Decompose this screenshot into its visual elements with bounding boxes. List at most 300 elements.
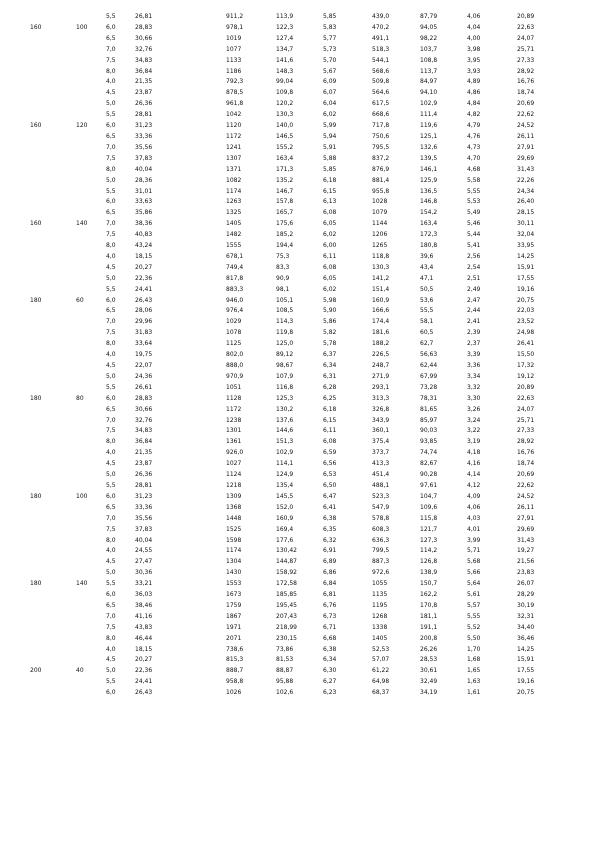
moment-x-cell: 1241 xyxy=(226,143,242,151)
moment-x-cell: 1673 xyxy=(226,591,242,599)
area-cell: 30,66 xyxy=(135,34,153,42)
moment-y-cell: 972,6 xyxy=(372,569,390,577)
radius-x-cell: 6,34 xyxy=(323,656,337,664)
radius-x-cell: 6,47 xyxy=(323,492,337,500)
radius-y-cell: 3,22 xyxy=(467,427,481,435)
radius-x-cell: 6,59 xyxy=(323,449,337,457)
radius-y-cell: 2,54 xyxy=(467,263,481,271)
radius-x-cell: 5,73 xyxy=(323,45,337,53)
radius-y-cell: 2,39 xyxy=(467,329,481,337)
thickness-cell: 5,0 xyxy=(106,667,116,675)
section-modulus-x-cell: 130,42 xyxy=(276,547,297,555)
radius-x-cell: 6,11 xyxy=(323,427,337,435)
moment-x-cell: 961,8 xyxy=(226,100,244,108)
section-modulus-y-cell: 60,5 xyxy=(420,329,434,337)
moment-x-cell: 1371 xyxy=(226,165,242,173)
table-row xyxy=(0,655,595,666)
moment-y-cell: 617,5 xyxy=(372,100,390,108)
thickness-cell: 4,5 xyxy=(106,263,116,271)
section-modulus-y-cell: 47,1 xyxy=(420,274,434,282)
radius-y-cell: 4,12 xyxy=(467,481,481,489)
radius-x-cell: 6,30 xyxy=(323,667,337,675)
area-cell: 28,06 xyxy=(135,307,153,315)
mass-cell: 30,11 xyxy=(517,220,535,228)
table-row xyxy=(0,77,595,88)
mass-cell: 22,62 xyxy=(517,111,535,119)
radius-y-cell: 5,58 xyxy=(467,176,481,184)
table-row xyxy=(0,623,595,634)
moment-y-cell: 52,53 xyxy=(372,645,390,653)
mass-cell: 27,91 xyxy=(517,514,535,522)
table-row xyxy=(0,110,595,121)
table-row xyxy=(0,579,595,590)
section-modulus-y-cell: 126,8 xyxy=(420,558,438,566)
thickness-cell: 6,0 xyxy=(106,394,116,402)
section-modulus-x-cell: 145,5 xyxy=(276,492,294,500)
section-modulus-x-cell: 144,87 xyxy=(276,558,297,566)
section-modulus-x-cell: 88,87 xyxy=(276,667,294,675)
radius-y-cell: 2,41 xyxy=(467,318,481,326)
mass-cell: 24,07 xyxy=(517,405,535,413)
mass-cell: 20,75 xyxy=(517,296,535,304)
moment-y-cell: 1206 xyxy=(372,231,388,239)
moment-y-cell: 837,2 xyxy=(372,154,390,162)
moment-x-cell: 1301 xyxy=(226,427,242,435)
radius-x-cell: 6,50 xyxy=(323,481,337,489)
thickness-cell: 6,0 xyxy=(106,296,116,304)
mass-cell: 19,12 xyxy=(517,372,535,380)
mass-cell: 32,04 xyxy=(517,231,535,239)
moment-x-cell: 1172 xyxy=(226,132,242,140)
area-cell: 30,66 xyxy=(135,405,153,413)
radius-y-cell: 4,70 xyxy=(467,154,481,162)
thickness-cell: 6,5 xyxy=(106,132,116,140)
thickness-cell: 7,0 xyxy=(106,318,116,326)
moment-x-cell: 911,2 xyxy=(226,13,244,20)
radius-x-cell: 6,38 xyxy=(323,645,337,653)
table-row xyxy=(0,525,595,536)
moment-y-cell: 413,3 xyxy=(372,460,390,468)
radius-x-cell: 6,73 xyxy=(323,612,337,620)
radius-y-cell: 1,65 xyxy=(467,667,481,675)
section-modulus-y-cell: 150,7 xyxy=(420,580,438,588)
moment-x-cell: 1759 xyxy=(226,601,242,609)
moment-y-cell: 564,6 xyxy=(372,89,390,97)
moment-y-cell: 608,3 xyxy=(372,525,390,533)
table-row xyxy=(0,492,595,503)
section-modulus-y-cell: 73,28 xyxy=(420,383,438,391)
thickness-cell: 5,0 xyxy=(106,372,116,380)
moment-x-cell: 878,5 xyxy=(226,89,244,97)
section-modulus-x-cell: 73,86 xyxy=(276,645,294,653)
radius-y-cell: 5,52 xyxy=(467,623,481,631)
section-modulus-y-cell: 102,9 xyxy=(420,100,438,108)
radius-y-cell: 3,93 xyxy=(467,67,481,75)
mass-cell: 17,55 xyxy=(517,274,535,282)
radius-y-cell: 3,39 xyxy=(467,351,481,359)
section-modulus-x-cell: 230,15 xyxy=(276,634,297,642)
section-modulus-x-cell: 137,6 xyxy=(276,416,294,424)
area-cell: 22,36 xyxy=(135,667,153,675)
moment-x-cell: 1361 xyxy=(226,438,242,446)
mass-cell: 14,25 xyxy=(517,252,535,260)
radius-y-cell: 1,61 xyxy=(467,689,481,697)
radius-x-cell: 6,02 xyxy=(323,285,337,293)
moment-y-cell: 439,0 xyxy=(372,13,390,20)
thickness-cell: 4,0 xyxy=(106,351,116,359)
section-modulus-x-cell: 90,9 xyxy=(276,274,290,282)
thickness-cell: 5,0 xyxy=(106,274,116,282)
radius-y-cell: 5,49 xyxy=(467,209,481,217)
area-cell: 33,36 xyxy=(135,503,153,511)
thickness-cell: 8,0 xyxy=(106,438,116,446)
radius-y-cell: 1,68 xyxy=(467,656,481,664)
moment-y-cell: 799,5 xyxy=(372,547,390,555)
area-cell: 24,36 xyxy=(135,372,153,380)
radius-y-cell: 4,89 xyxy=(467,78,481,86)
area-cell: 26,36 xyxy=(135,100,153,108)
radius-x-cell: 5,90 xyxy=(323,307,337,315)
moment-y-cell: 181,6 xyxy=(372,329,390,337)
radius-y-cell: 3,34 xyxy=(467,372,481,380)
mass-cell: 22,62 xyxy=(517,481,535,489)
moment-y-cell: 188,2 xyxy=(372,340,390,348)
section-modulus-y-cell: 180,8 xyxy=(420,242,438,250)
radius-y-cell: 4,03 xyxy=(467,514,481,522)
moment-y-cell: 568,6 xyxy=(372,67,390,75)
moment-y-cell: 1135 xyxy=(372,591,388,599)
thickness-cell: 7,5 xyxy=(106,427,116,435)
radius-x-cell: 6,04 xyxy=(323,100,337,108)
section-modulus-y-cell: 127,3 xyxy=(420,536,438,544)
section-modulus-x-cell: 122,3 xyxy=(276,23,294,31)
thickness-cell: 4,5 xyxy=(106,460,116,468)
radius-x-cell: 6,09 xyxy=(323,78,337,86)
section-modulus-x-cell: 95,88 xyxy=(276,678,294,686)
section-modulus-y-cell: 125,1 xyxy=(420,132,438,140)
moment-y-cell: 160,9 xyxy=(372,296,390,304)
radius-y-cell: 3,36 xyxy=(467,362,481,369)
thickness-cell: 4,5 xyxy=(106,558,116,566)
radius-y-cell: 3,98 xyxy=(467,45,481,53)
table-row xyxy=(0,339,595,350)
table-row xyxy=(0,426,595,437)
section-modulus-x-cell: 148,3 xyxy=(276,67,294,75)
moment-y-cell: 750,6 xyxy=(372,132,390,140)
moment-x-cell: 1125 xyxy=(226,340,242,348)
radius-x-cell: 6,68 xyxy=(323,634,337,642)
section-modulus-x-cell: 125,0 xyxy=(276,340,294,348)
section-modulus-y-cell: 84,97 xyxy=(420,78,438,86)
area-cell: 38,46 xyxy=(135,601,153,609)
section-modulus-y-cell: 39,6 xyxy=(420,252,434,260)
table-row xyxy=(0,361,595,372)
section-modulus-y-cell: 74,74 xyxy=(420,449,438,457)
thickness-cell: 6,0 xyxy=(106,23,116,31)
radius-y-cell: 4,68 xyxy=(467,165,481,173)
table-row xyxy=(0,546,595,557)
mass-cell: 29,69 xyxy=(517,525,535,533)
radius-x-cell: 6,37 xyxy=(323,351,337,359)
table-row xyxy=(0,230,595,241)
height-cell: 180 xyxy=(30,394,42,402)
section-modulus-x-cell: 140,0 xyxy=(276,122,294,130)
area-cell: 20,27 xyxy=(135,263,153,271)
thickness-cell: 4,0 xyxy=(106,449,116,457)
radius-y-cell: 5,68 xyxy=(467,558,481,566)
table-row xyxy=(0,34,595,45)
mass-cell: 20,69 xyxy=(517,471,535,479)
thickness-cell: 6,0 xyxy=(106,591,116,599)
moment-x-cell: 1309 xyxy=(226,492,242,500)
area-cell: 19,75 xyxy=(135,351,153,359)
radius-x-cell: 6,25 xyxy=(323,394,337,402)
mass-cell: 26,11 xyxy=(517,503,535,511)
area-cell: 40,83 xyxy=(135,231,153,239)
mass-cell: 26,11 xyxy=(517,132,535,140)
section-modulus-y-cell: 58,1 xyxy=(420,318,434,326)
radius-y-cell: 3,19 xyxy=(467,438,481,446)
moment-x-cell: 976,4 xyxy=(226,307,244,315)
mass-cell: 24,98 xyxy=(517,329,535,337)
thickness-cell: 8,0 xyxy=(106,67,116,75)
area-cell: 35,56 xyxy=(135,143,153,151)
section-modulus-y-cell: 93,85 xyxy=(420,438,438,446)
thickness-cell: 7,0 xyxy=(106,143,116,151)
thickness-cell: 4,5 xyxy=(106,656,116,664)
section-modulus-y-cell: 28,53 xyxy=(420,656,438,664)
radius-x-cell: 6,53 xyxy=(323,471,337,479)
radius-y-cell: 3,30 xyxy=(467,394,481,402)
table-row xyxy=(0,612,595,623)
thickness-cell: 7,5 xyxy=(106,329,116,337)
radius-x-cell: 6,89 xyxy=(323,558,337,566)
moment-x-cell: 1555 xyxy=(226,242,242,250)
thickness-cell: 5,5 xyxy=(106,383,116,391)
width-cell: 140 xyxy=(76,580,88,588)
radius-x-cell: 6,18 xyxy=(323,176,337,184)
radius-x-cell: 5,98 xyxy=(323,296,337,304)
section-modulus-y-cell: 113,7 xyxy=(420,67,438,75)
radius-x-cell: 6,02 xyxy=(323,111,337,119)
section-modulus-x-cell: 194,4 xyxy=(276,242,294,250)
thickness-cell: 5,0 xyxy=(106,100,116,108)
moment-x-cell: 1482 xyxy=(226,231,242,239)
table-row xyxy=(0,121,595,132)
radius-x-cell: 6,91 xyxy=(323,547,337,555)
mass-cell: 31,43 xyxy=(517,165,535,173)
table-row xyxy=(0,666,595,677)
thickness-cell: 6,5 xyxy=(106,601,116,609)
moment-y-cell: 1055 xyxy=(372,580,388,588)
radius-x-cell: 6,23 xyxy=(323,689,337,697)
radius-x-cell: 6,15 xyxy=(323,416,337,424)
moment-x-cell: 1124 xyxy=(226,471,242,479)
width-cell: 100 xyxy=(76,23,88,31)
width-cell: 40 xyxy=(76,667,84,675)
mass-cell: 20,75 xyxy=(517,689,535,697)
mass-cell: 18,74 xyxy=(517,460,535,468)
radius-y-cell: 5,44 xyxy=(467,231,481,239)
area-cell: 23,87 xyxy=(135,89,153,97)
table-row xyxy=(0,274,595,285)
moment-y-cell: 166,6 xyxy=(372,307,390,315)
section-modulus-y-cell: 34,19 xyxy=(420,689,438,697)
radius-x-cell: 6,15 xyxy=(323,187,337,195)
section-modulus-y-cell: 172,3 xyxy=(420,231,438,239)
moment-y-cell: 360,1 xyxy=(372,427,390,435)
moment-y-cell: 1144 xyxy=(372,220,388,228)
area-cell: 26,81 xyxy=(135,13,153,20)
radius-x-cell: 5,77 xyxy=(323,34,337,42)
radius-x-cell: 5,88 xyxy=(323,154,337,162)
thickness-cell: 6,5 xyxy=(106,209,116,217)
height-cell: 160 xyxy=(30,122,42,130)
radius-y-cell: 2,56 xyxy=(467,252,481,260)
width-cell: 60 xyxy=(76,296,84,304)
thickness-cell: 5,5 xyxy=(106,678,116,686)
section-modulus-y-cell: 85,97 xyxy=(420,416,438,424)
radius-y-cell: 5,57 xyxy=(467,601,481,609)
thickness-cell: 6,0 xyxy=(106,198,116,206)
moment-x-cell: 926,0 xyxy=(226,449,244,457)
moment-y-cell: 470,2 xyxy=(372,23,390,31)
thickness-cell: 4,0 xyxy=(106,547,116,555)
section-modulus-y-cell: 62,44 xyxy=(420,362,438,369)
area-cell: 36,84 xyxy=(135,438,153,446)
thickness-cell: 5,5 xyxy=(106,13,116,20)
section-modulus-x-cell: 171,3 xyxy=(276,165,294,173)
moment-x-cell: 970,9 xyxy=(226,372,244,380)
radius-y-cell: 5,55 xyxy=(467,612,481,620)
section-modulus-y-cell: 98,22 xyxy=(420,34,438,42)
table-row xyxy=(0,416,595,427)
radius-y-cell: 5,64 xyxy=(467,580,481,588)
radius-y-cell: 4,06 xyxy=(467,503,481,511)
radius-x-cell: 6,08 xyxy=(323,438,337,446)
area-cell: 33,36 xyxy=(135,132,153,140)
table-row xyxy=(0,514,595,525)
area-cell: 34,83 xyxy=(135,56,153,64)
radius-x-cell: 6,81 xyxy=(323,591,337,599)
section-modulus-y-cell: 162,2 xyxy=(420,591,438,599)
table-row xyxy=(0,448,595,459)
section-modulus-x-cell: 98,1 xyxy=(276,285,290,293)
section-modulus-x-cell: 151,3 xyxy=(276,438,294,446)
area-cell: 32,76 xyxy=(135,45,153,53)
section-modulus-x-cell: 155,2 xyxy=(276,143,294,151)
moment-x-cell: 1186 xyxy=(226,67,242,75)
moment-x-cell: 958,8 xyxy=(226,678,244,686)
thickness-cell: 8,0 xyxy=(106,634,116,642)
section-modulus-y-cell: 111,4 xyxy=(420,111,438,119)
mass-cell: 24,52 xyxy=(517,122,535,130)
table-row xyxy=(0,23,595,34)
radius-x-cell: 5,67 xyxy=(323,67,337,75)
moment-x-cell: 1172 xyxy=(226,405,242,413)
moment-x-cell: 1405 xyxy=(226,220,242,228)
section-modulus-y-cell: 56,63 xyxy=(420,351,438,359)
radius-y-cell: 2,47 xyxy=(467,296,481,304)
width-cell: 80 xyxy=(76,394,84,402)
thickness-cell: 7,5 xyxy=(106,525,116,533)
radius-x-cell: 5,91 xyxy=(323,143,337,151)
height-cell: 160 xyxy=(30,220,42,228)
radius-y-cell: 5,41 xyxy=(467,242,481,250)
radius-y-cell: 4,79 xyxy=(467,122,481,130)
section-modulus-y-cell: 30,61 xyxy=(420,667,438,675)
radius-y-cell: 5,55 xyxy=(467,187,481,195)
area-cell: 33,63 xyxy=(135,198,153,206)
radius-y-cell: 5,46 xyxy=(467,220,481,228)
moment-x-cell: 1553 xyxy=(226,580,242,588)
section-modulus-x-cell: 102,6 xyxy=(276,689,294,697)
section-modulus-y-cell: 109,6 xyxy=(420,503,438,511)
moment-y-cell: 1265 xyxy=(372,242,388,250)
radius-x-cell: 6,02 xyxy=(323,231,337,239)
mass-cell: 14,25 xyxy=(517,645,535,653)
mass-cell: 34,40 xyxy=(517,623,535,631)
moment-x-cell: 1077 xyxy=(226,45,242,53)
thickness-cell: 5,5 xyxy=(106,481,116,489)
thickness-cell: 5,0 xyxy=(106,471,116,479)
mass-cell: 20,89 xyxy=(517,13,535,20)
moment-y-cell: 1338 xyxy=(372,623,388,631)
radius-y-cell: 3,95 xyxy=(467,56,481,64)
mass-cell: 22,03 xyxy=(517,307,535,315)
radius-y-cell: 5,61 xyxy=(467,591,481,599)
table-row xyxy=(0,285,595,296)
area-cell: 35,56 xyxy=(135,514,153,522)
radius-x-cell: 6,27 xyxy=(323,678,337,686)
thickness-cell: 7,0 xyxy=(106,416,116,424)
mass-cell: 18,74 xyxy=(517,89,535,97)
thickness-cell: 6,0 xyxy=(106,122,116,130)
mass-cell: 23,83 xyxy=(517,569,535,577)
mass-cell: 15,91 xyxy=(517,656,535,664)
moment-y-cell: 293,1 xyxy=(372,383,390,391)
section-modulus-y-cell: 90,28 xyxy=(420,471,438,479)
section-modulus-x-cell: 135,4 xyxy=(276,481,294,489)
mass-cell: 26,41 xyxy=(517,340,535,348)
section-modulus-y-cell: 138,9 xyxy=(420,569,438,577)
mass-cell: 27,91 xyxy=(517,143,535,151)
section-modulus-y-cell: 67,99 xyxy=(420,372,438,380)
area-cell: 28,81 xyxy=(135,111,153,119)
radius-x-cell: 5,82 xyxy=(323,329,337,337)
mass-cell: 21,56 xyxy=(517,558,535,566)
table-row xyxy=(0,557,595,568)
table-row xyxy=(0,56,595,67)
radius-x-cell: 6,35 xyxy=(323,525,337,533)
section-modulus-y-cell: 50,5 xyxy=(420,285,434,293)
area-cell: 21,35 xyxy=(135,449,153,457)
section-modulus-y-cell: 62,7 xyxy=(420,340,434,348)
moment-y-cell: 118,8 xyxy=(372,252,390,260)
area-cell: 46,44 xyxy=(135,634,153,642)
mass-cell: 36,46 xyxy=(517,634,535,642)
mass-cell: 30,19 xyxy=(517,601,535,609)
mass-cell: 17,55 xyxy=(517,667,535,675)
radius-x-cell: 6,41 xyxy=(323,503,337,511)
mass-cell: 29,69 xyxy=(517,154,535,162)
radius-x-cell: 5,99 xyxy=(323,122,337,130)
radius-y-cell: 4,01 xyxy=(467,525,481,533)
area-cell: 28,81 xyxy=(135,481,153,489)
thickness-cell: 8,0 xyxy=(106,165,116,173)
radius-y-cell: 4,09 xyxy=(467,492,481,500)
mass-cell: 20,69 xyxy=(517,100,535,108)
